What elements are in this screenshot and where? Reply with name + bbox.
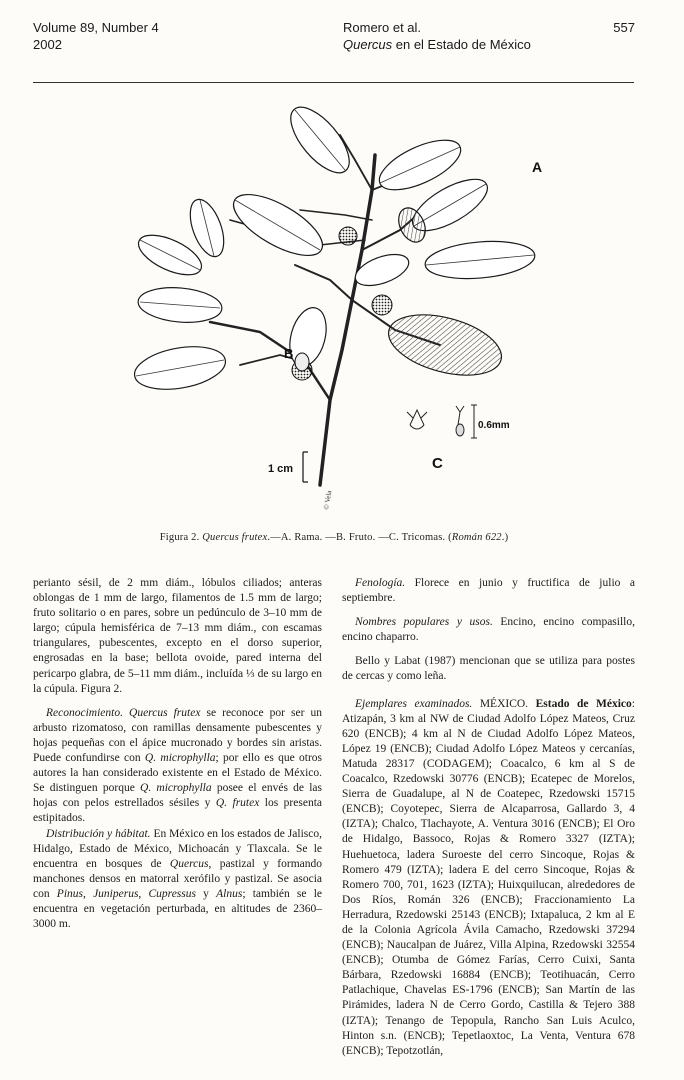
distribution-text-b: , pastizal y formando manchones densos en matorral xerófilo y pastizal. Se asocia con	[33, 857, 322, 900]
oak-leaves	[131, 100, 536, 396]
scale-bar	[303, 452, 308, 482]
distribution-text-d: ,	[138, 887, 149, 900]
figure-label-a: A	[532, 159, 543, 175]
publication-year: 2002	[33, 37, 62, 52]
distribution-genus-2: Pinus	[56, 887, 83, 900]
caption-species: Quercus frutex	[202, 532, 268, 543]
distribution-genus-5: Alnus	[216, 887, 243, 900]
distribution-heading: Distribución y hábitat.	[46, 827, 151, 840]
recognition-species: Quercus frutex	[129, 706, 201, 719]
distribution-text-a: En México en los estados de Jalisco, Hidalgo, Estado de México, Michoacán y Tlaxcala. Se le encuentra en bosques de	[33, 827, 322, 870]
distribution-genus-1: Quercus	[169, 857, 209, 870]
specimens-heading: Ejemplares examinados.	[355, 697, 473, 710]
authors: Romero et al.	[343, 20, 422, 35]
common-names-heading: Nombres populares y usos.	[355, 616, 493, 629]
recognition-paragraph	[33, 706, 322, 827]
recognition-species-4: Q. frutex	[215, 797, 260, 810]
volume-number: Volume 89, Number 4	[33, 20, 159, 35]
phenology-paragraph	[342, 576, 635, 606]
figure-caption	[33, 532, 635, 543]
figure-label-b: B	[284, 346, 294, 361]
caption-suffix: .)	[501, 532, 509, 543]
right-text-column	[342, 576, 635, 1059]
running-title-genus: Quercus	[343, 37, 393, 52]
recognition-text-c: posee el envés de las hojas con pelos estrellados sésiles y	[33, 782, 323, 810]
phenology-heading: Fenología.	[355, 577, 406, 589]
distribution-text-c: ,	[83, 887, 94, 900]
left-text-column	[33, 576, 322, 932]
header-rule	[33, 82, 634, 83]
recognition-text-d: los presenta estipitados.	[33, 797, 322, 825]
running-title-rest: en el Estado de México	[392, 37, 531, 52]
description-continuation: periantо sésil, de 2 mm diám., lóbulos ciliados; anteras oblongas de 1 mm de largo, filamentos de 1.5 mm de largo; fruto solitario o en pares, sobre un pedúnculo de 3–10 mm de largo; cúpula hemisférica de 7–13 mm diám., con escamas triangulares, pubescentes, excepto en el dorso superior, engrosadas en la base; bellota ovoide, pared interna del pericarpo glabra, de 5–11 mm diám., incluída ⅓ de su largo en la cúpula. Figura 2.	[33, 577, 322, 695]
scale-label: 1 cm	[268, 463, 294, 475]
specimens-country: MÉXICO.	[472, 697, 536, 710]
common-names-text: Encino, encino compasillo, encino chaparro.	[342, 616, 635, 644]
page-number: 557	[613, 20, 635, 35]
recognition-species-2: Q. microphylla	[144, 752, 216, 765]
distribution-text-f: ; también se le encuentra en vegetación perturbada, en altitudes de 2360–3000 m.	[33, 887, 322, 931]
specimens-state: Estado de México	[535, 697, 632, 710]
micro-scale-label: 0.6mm	[478, 420, 510, 431]
distribution-paragraph	[33, 827, 322, 933]
caption-text: .—A. Rama. —B. Fruto. —C. Tricomas. (	[267, 532, 452, 543]
caption-credit: Román 622	[451, 532, 502, 543]
figure-label-c: C	[432, 455, 443, 472]
recognition-text-a: se reconoce por ser un arbusto rizomatoso, con ramillas densamente pubescentes y hojas pequeñas con el ápice mucronado y bordes sin aristas. Puede confundirse con	[33, 706, 322, 765]
distribution-genus-3: Juniperus	[93, 887, 139, 900]
artist-signature: © Vela	[322, 489, 334, 511]
recognition-text-b: ; por ello es que otros autores la han considerado existente en el Estado de México. Se distinguen porque	[33, 752, 323, 795]
uses-paragraph: Bello y Labat (1987) mencionan que se utiliza para postes de cercas y como leña.	[342, 655, 635, 683]
journal-info	[33, 19, 159, 53]
common-names-paragraph	[342, 615, 635, 645]
distribution-genus-4: Cupressus	[148, 887, 196, 900]
trichome-details	[407, 405, 477, 438]
caption-prefix: Figura 2.	[159, 532, 200, 543]
article-info	[343, 19, 531, 53]
branch-stem	[210, 135, 450, 485]
distribution-text-e: y	[195, 887, 217, 900]
specimens-text: : Atizapán, 3 km al NW de Ciudad Adolfo López Mateos, Cruz 620 (ENCB); 4 km al N de Ciudad Adolfo López Mateos, López 19 (ENCB); Ciudad Adolfo López Mateos y cercanías, Matuda 28317 (CODAGEM); Coacalco, 6 km al S de Coacalco, Rzedowski 30776 (ENCB); Ecatepec de Morelos, Sierra de Guadalupe, al N de Coatepec, Rzedowski 15715 (ENCB); Coyotepec, Sierra de Alcaparrosa, Gallardo 3, 4 (IZTA); Chalco, Tlachayote, A. Ventura 3016 (ENCB); El Oro de Hidalgo, Bassoco, Rojas & Romero 3327 (IZTA); Huehuetoca, ladera Suroeste del cerro Sincoque, Rojas & Romero 479 (IZTA); ladera E del cerro Sincoque, Rojas & Romero 700, 701, 1623 (IZTA); Huixquilucan, alrededores de Dos Ríos, Román 326 (ENCB); Fraccionamiento La Herradura, Rzedowski 25143 (ENCB); Ixtapaluca, 2 km al E de la Colonia Agrícola Ávila Camacho, Rzedowski 37294 (ENCB); Naucalpan de Juárez, Villa Alpina, Rzedowski 32554 (ENCB); Otumba de Gómez Farías, Cerro Cuixi, Santa Bárbara, Rzedowski 16884 (ENCB); Teotihuacán, Cerro Patlachique, Chavelas ES-1796 (ENCB); San Martín de las Pirámides, ladera N de Cerro Gordo, Castilla & Tejero 388 (IZTA); Tenango de Tepopula, Rancho San Luis Aculco, Hinton s.n. (ENCB); Tepetlaoxtoc, La Venta, Ventura 678 (ENCB); Tepotzotlán,	[342, 697, 635, 1057]
botanical-illustration	[120, 100, 560, 525]
phenology-text: Florece en junio y fructifica de julio a septiembre.	[342, 577, 635, 605]
specimens-paragraph	[342, 697, 635, 1059]
recognition-species-3: Q. microphylla	[140, 782, 212, 795]
recognition-heading: Reconocimiento.	[46, 706, 123, 719]
